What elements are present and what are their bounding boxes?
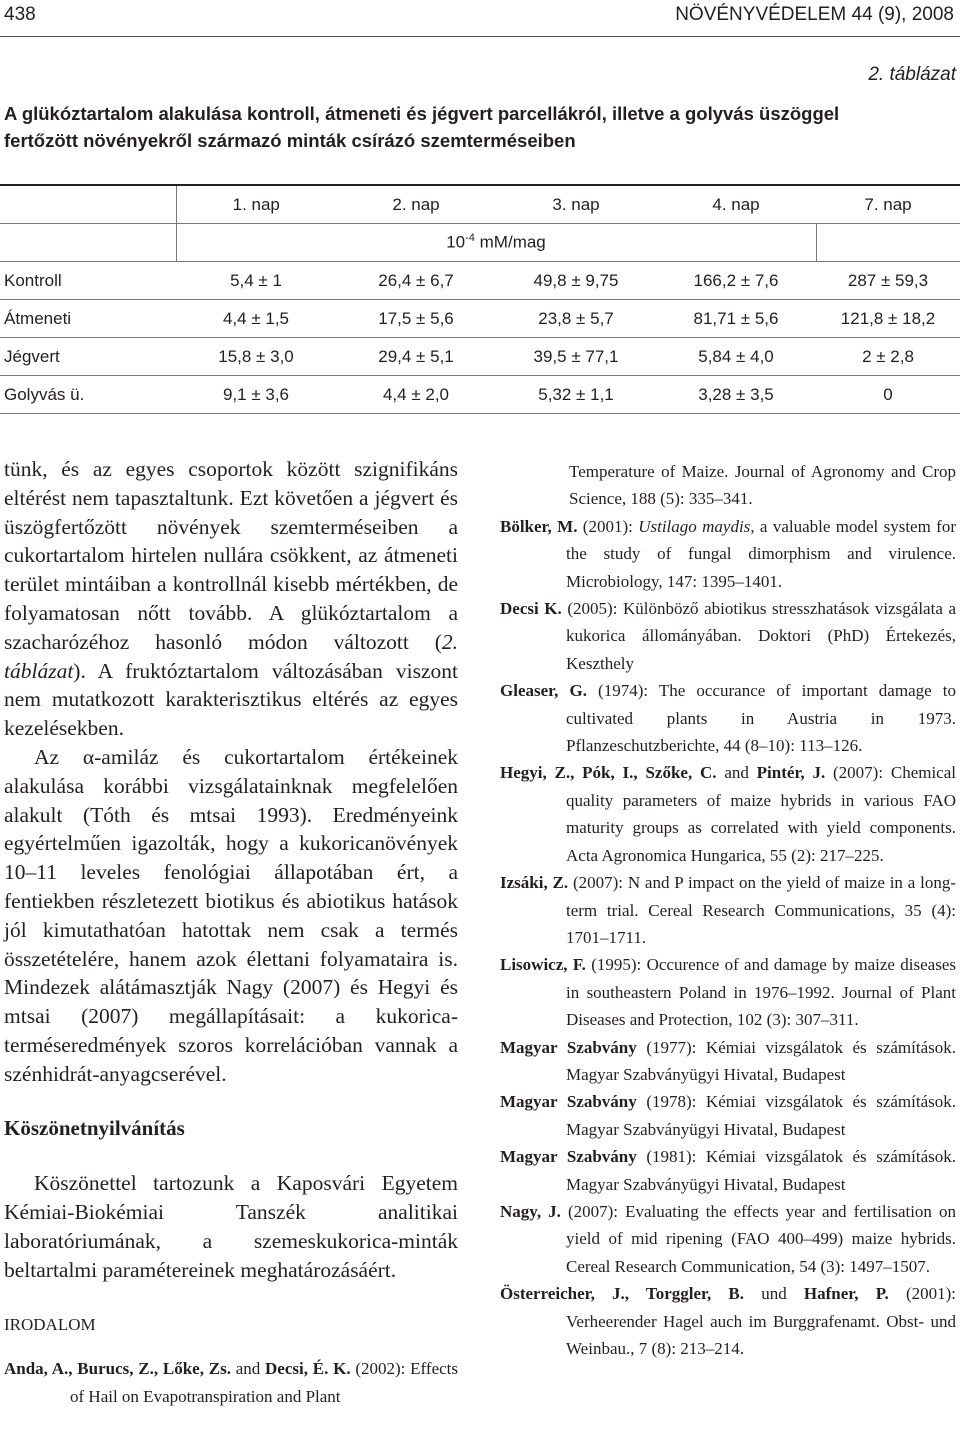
reference-text: , a valuable model system for the study of fungal dimorphism and virulence. Microbiology, 147: 1395–1401. xyxy=(566,516,957,591)
table-cell: 3,28 ± 3,5 xyxy=(656,376,816,414)
table-cell: 4,4 ± 1,5 xyxy=(176,300,336,338)
table-cell: 23,8 ± 5,7 xyxy=(496,300,656,338)
reference-authors: Decsi, É. K. xyxy=(265,1359,351,1379)
reference-entry xyxy=(500,1143,956,1198)
table-cell: 4,4 ± 2,0 xyxy=(336,376,496,414)
reference-species: Ustilago maydis xyxy=(638,516,751,536)
table-row xyxy=(0,376,960,414)
acknowledgement-heading: Köszönetnyilvánítás xyxy=(4,1115,185,1140)
table-header-row xyxy=(0,185,960,224)
reference-entry xyxy=(500,951,956,1033)
reference-authors: Magyar Szabvány xyxy=(500,1037,637,1057)
row-label: Kontroll xyxy=(0,262,176,300)
reference-text: (2005): Különböző abiotikus stresszhatások vizsgálata a kukorica állományában. Doktori (PhD) Értekezés, Keszthely xyxy=(561,599,957,673)
reference-text: (1995): Occurence of and damage by maize diseases in southeastern Poland in 1976–1992. Journal of Plant Diseases and Protection, 102 (3): 307–311. xyxy=(566,955,957,1030)
table-cell: 0 xyxy=(816,376,960,414)
column-header: 7. nap xyxy=(816,185,960,224)
column-header: 3. nap xyxy=(496,185,656,224)
header-rule xyxy=(0,36,960,37)
reference-text: (2002): Effects of Hail on Evapotranspiration and Plant xyxy=(70,1359,458,1406)
reference-authors: Bölker, M. xyxy=(500,516,578,536)
table-corner-cell xyxy=(0,185,176,224)
reference-authors: Magyar Szabvány xyxy=(500,1092,637,1112)
reference-text: (1981): Kémiai vizsgálatok és számítások. Magyar Szabványügyi Hivatal, Budapest xyxy=(566,1147,957,1194)
reference-authors: Anda, A., Burucs, Z., Lőke, Zs. xyxy=(4,1359,231,1379)
reference-authors: Izsáki, Z. xyxy=(500,873,569,893)
unit-rest: mM/mag xyxy=(474,232,546,252)
right-column xyxy=(500,458,956,1362)
table-cell: 5,4 ± 1 xyxy=(176,262,336,300)
body-paragraph: Az α-amiláz és cukortartalom értékeinek alakulása korábbi vizsgálatainknak megfelelően alakult (Tóth és mtsai 1993). Eredményeink egyértelműen igazolták, hogy a kukoricanövények 10–11 leveles fenológiai állapotában ért, a fentiekben részletezett biotikus és abiotikus hatások jól kimutathatóan hatottak nem csak a termés összetételére, hanem azok élettani folyamataira is. Mindezek alátámasztják Nagy (2007) és Hegyi és mtsai (2007) megállapításait: a kukorica-terméseredmények szoros korrelációban vannak a szénhidrát-anyagcserével. xyxy=(4,744,458,1086)
table-corner-cell xyxy=(0,224,176,262)
reference-entry xyxy=(500,759,956,869)
reference-authors: Österreicher, J., Torggler, B. xyxy=(500,1284,745,1304)
body-text: ). A fruktóztartalom változásában viszont nem mutatkozott karakterisztikus eltérés az egyes kezelésekben. xyxy=(4,658,458,741)
reference-entry xyxy=(500,1034,956,1089)
references-heading: IRODALOM xyxy=(4,1314,96,1334)
table-caption: A glükóztartalom alakulása kontroll, átmeneti és jégvert parcellákról, illetve a golyvás üszöggel fertőzött növényekről származó minták csírázó szemterméseiben xyxy=(4,103,840,151)
unit-base: 10 xyxy=(446,232,466,252)
unit-cell xyxy=(176,224,816,262)
unit-exponent: -4 xyxy=(465,232,475,245)
unit-empty-cell xyxy=(816,224,960,262)
page-number: 438 xyxy=(4,4,36,25)
row-label: Jégvert xyxy=(0,338,176,376)
reference-text: (1974): The occurance of important damage to cultivated plants in Austria in 1973. Pflanzeschutzberichte, 44 (8–10): 113–126. xyxy=(566,681,956,756)
reference-entry xyxy=(500,869,956,951)
reference-entry xyxy=(500,1198,956,1280)
table-cell: 29,4 ± 5,1 xyxy=(336,338,496,376)
table-row xyxy=(0,300,960,338)
reference-authors: Nagy, J. xyxy=(500,1201,561,1221)
table-cell: 39,5 ± 77,1 xyxy=(496,338,656,376)
reference-entry xyxy=(500,1280,956,1362)
reference-authors: Hegyi, Z., Pók, I., Szőke, C. xyxy=(500,763,717,783)
column-header: 4. nap xyxy=(656,185,816,224)
table-cell: 49,8 ± 9,75 xyxy=(496,262,656,300)
reference-conjunction: and xyxy=(230,1359,266,1379)
table-cell: 166,2 ± 7,6 xyxy=(656,262,816,300)
glucose-table xyxy=(0,184,960,414)
journal-title: NÖVÉNYVÉDELEM 44 (9), 2008 xyxy=(675,4,954,25)
table-cell: 17,5 ± 5,6 xyxy=(336,300,496,338)
table-cell: 287 ± 59,3 xyxy=(816,262,960,300)
column-header: 1. nap xyxy=(176,185,336,224)
table-row xyxy=(0,262,960,300)
reference-authors: Magyar Szabvány xyxy=(500,1147,637,1167)
row-label: Golyvás ü. xyxy=(0,376,176,414)
reference-authors: Lisowicz, F. xyxy=(500,955,586,975)
reference-text: (1977): Kémiai vizsgálatok és számítások. Magyar Szabványügyi Hivatal, Budapest xyxy=(566,1037,957,1084)
body-paragraph xyxy=(4,455,458,743)
column-header: 2. nap xyxy=(336,185,496,224)
reference-continuation: Temperature of Maize. Journal of Agronomy and Crop Science, 188 (5): 335–341. xyxy=(569,462,956,509)
reference-entry xyxy=(500,595,956,677)
reference-entry xyxy=(500,513,956,595)
table-reference: 2. táblázat xyxy=(4,629,458,683)
reference-conjunction: and xyxy=(716,763,757,783)
reference-authors: Decsi K. xyxy=(500,599,562,619)
table-cell: 15,8 ± 3,0 xyxy=(176,338,336,376)
acknowledgement-text: Köszönettel tartozunk a Kaposvári Egyetem Kémiai-Biokémiai Tanszék analitikai laboratóriumának, a szemeskukorica-minták beltartalmi paramétereinek meghatározásáért. xyxy=(4,1171,458,1282)
table-cell: 5,32 ± 1,1 xyxy=(496,376,656,414)
reference-text: (2007): Chemical quality parameters of maize hybrids in various FAO maturity groups as correlated with yield components. Acta Agronomica Hungarica, 55 (2): 217–225. xyxy=(566,763,956,865)
table-cell: 5,84 ± 4,0 xyxy=(656,338,816,376)
table-cell: 121,8 ± 18,2 xyxy=(816,300,960,338)
table-cell: 9,1 ± 3,6 xyxy=(176,376,336,414)
reference-authors: Pintér, J. xyxy=(756,763,826,783)
reference-authors: Gleaser, G. xyxy=(500,681,587,701)
reference-conjunction: und xyxy=(744,1284,804,1304)
table-row xyxy=(0,338,960,376)
reference-entry xyxy=(4,1355,458,1410)
table-cell: 81,71 ± 5,6 xyxy=(656,300,816,338)
reference-entry xyxy=(500,677,956,759)
body-text: tünk, és az egyes csoportok között szignifikáns eltérést nem tapasztaltunk. Ezt követően a jégvert és üszögfertőzött növények szemterméseiben a cukortartalom hirtelen nullára csökkent, az átmeneti terület mintáiban a kontrollnál kisebb mértékben, de folyamatosan nőtt tovább. A glükóztartalom a szacharózéhoz hasonló módon változott ( xyxy=(4,457,458,654)
reference-text: (2007): Evaluating the effects year and fertilisation on yield of mid ripening (FAO 400–499) maize hybrids. Cereal Research Communication, 54 (3): 1497–1507. xyxy=(560,1201,956,1276)
reference-text: (2001): Verheerender Hagel auch im Burggrafenamt. Obst- und Weinbau., 7 (8): 213–214. xyxy=(566,1284,956,1358)
row-label: Átmeneti xyxy=(0,300,176,338)
reference-entry xyxy=(500,1088,956,1143)
table-label: 2. táblázat xyxy=(868,64,956,85)
reference-text: (2007): N and P impact on the yield of maize in a long-term trial. Cereal Research Communications, 35 (4): 1701–1711. xyxy=(566,873,956,947)
reference-text: (1978): Kémiai vizsgálatok és számítások. Magyar Szabványügyi Hivatal, Budapest xyxy=(566,1092,957,1139)
table-cell: 26,4 ± 6,7 xyxy=(336,262,496,300)
reference-text: (2001): xyxy=(577,516,639,536)
reference-authors: Hafner, P. xyxy=(803,1284,889,1304)
left-column xyxy=(4,455,458,1410)
table-cell: 2 ± 2,8 xyxy=(816,338,960,376)
table-unit-row xyxy=(0,224,960,262)
